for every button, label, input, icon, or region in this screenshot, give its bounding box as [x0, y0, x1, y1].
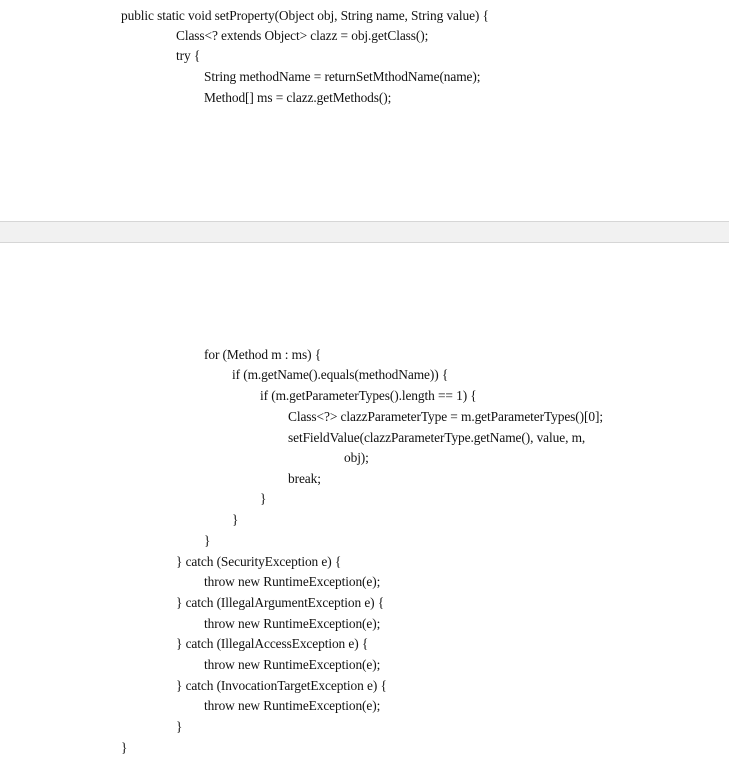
code-line: throw new RuntimeException(e); — [204, 616, 381, 631]
code-line: throw new RuntimeException(e); — [204, 657, 381, 672]
code-line: String methodName = returnSetMthodName(name); — [204, 69, 481, 84]
code-line: } catch (InvocationTargetException e) { — [176, 678, 387, 693]
code-line: } catch (IllegalArgumentException e) { — [176, 595, 385, 610]
code-line: Class<? extends Object> clazz = obj.getClass(); — [176, 28, 429, 43]
code-line: if (m.getParameterTypes().length == 1) { — [260, 388, 477, 403]
code-line: throw new RuntimeException(e); — [204, 698, 381, 713]
page-top — [0, 0, 729, 221]
code-line: } — [176, 719, 183, 734]
code-line: } catch (IllegalAccessException e) { — [176, 636, 369, 651]
code-line: Method[] ms = clazz.getMethods(); — [204, 90, 392, 105]
code-line: public static void setProperty(Object obj, String name, String value) { — [121, 8, 489, 23]
code-line: setFieldValue(clazzParameterType.getName(), value, m, — [288, 430, 586, 445]
code-line: obj); — [344, 450, 369, 465]
code-line: } — [121, 740, 128, 755]
code-line: throw new RuntimeException(e); — [204, 574, 381, 589]
code-line: } — [204, 533, 211, 548]
code-line: try { — [176, 48, 201, 63]
code-line: Class<?> clazzParameterType = m.getParameterTypes()[0]; — [288, 409, 603, 424]
code-line: if (m.getName().equals(methodName)) { — [232, 367, 449, 382]
page-separator — [0, 221, 729, 243]
page-bottom — [0, 243, 729, 770]
code-line: break; — [288, 471, 321, 486]
code-line: } — [232, 512, 239, 527]
code-line: } — [260, 491, 267, 506]
code-line: } catch (SecurityException e) { — [176, 554, 342, 569]
code-line: for (Method m : ms) { — [204, 347, 322, 362]
